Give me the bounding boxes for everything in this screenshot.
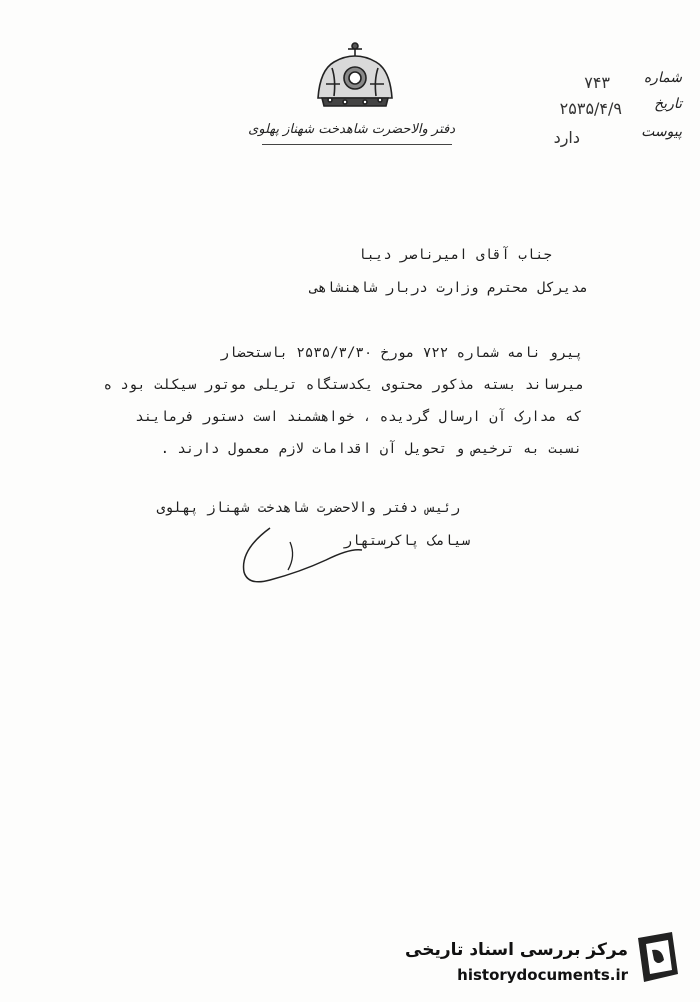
reference-date-value: ۲۵۳۵/۴/۹ [559, 99, 622, 118]
addressee-title: مدیرکل محترم وزارت دربار شاهنشاهی [309, 280, 588, 296]
handwritten-signature [230, 520, 370, 590]
signatory-name: سیامک پاکرستهار [343, 533, 470, 549]
signatory-title: رئیس دفتر والاحضرت شاهدخت شهناز پهلوی [156, 500, 460, 516]
office-letterhead-line: دفتر والاحضرت شاهدخت شهناز پهلوی [248, 122, 455, 137]
body-line: که مدارک آن ارسال گردیده ، خواهشمند است دستور فرمایند [135, 409, 582, 425]
royal-crown-emblem [300, 40, 410, 112]
reference-date-label: تاریخ [654, 96, 682, 112]
archive-website-url: historydocuments.ir [457, 966, 628, 984]
reference-attachment-label: پیوست [641, 124, 682, 140]
archive-center-name: مرکز بررسی اسناد تاریخی [405, 940, 628, 960]
body-line: پیرو نامه شماره ۷۲۲ مورخ ۲۵۳۵/۳/۳۰ باستحضار [220, 345, 583, 361]
letterhead-underline [262, 144, 452, 145]
reference-number-value: ۷۴۳ [584, 73, 610, 92]
body-line: نسبت به ترخیص و تحویل آن اقدامات لازم معمول دارند . [160, 441, 582, 457]
addressee-name: جناب آقای امیرناصر دیبا [358, 247, 552, 263]
reference-attachment-value: دارد [553, 128, 580, 147]
reference-number-label: شماره [643, 70, 682, 86]
archive-logo-icon [632, 930, 684, 986]
body-line: میرساند بسته مذکور محتوی یکدستگاه تریلی موتور سیکلت بود ه [103, 377, 584, 393]
